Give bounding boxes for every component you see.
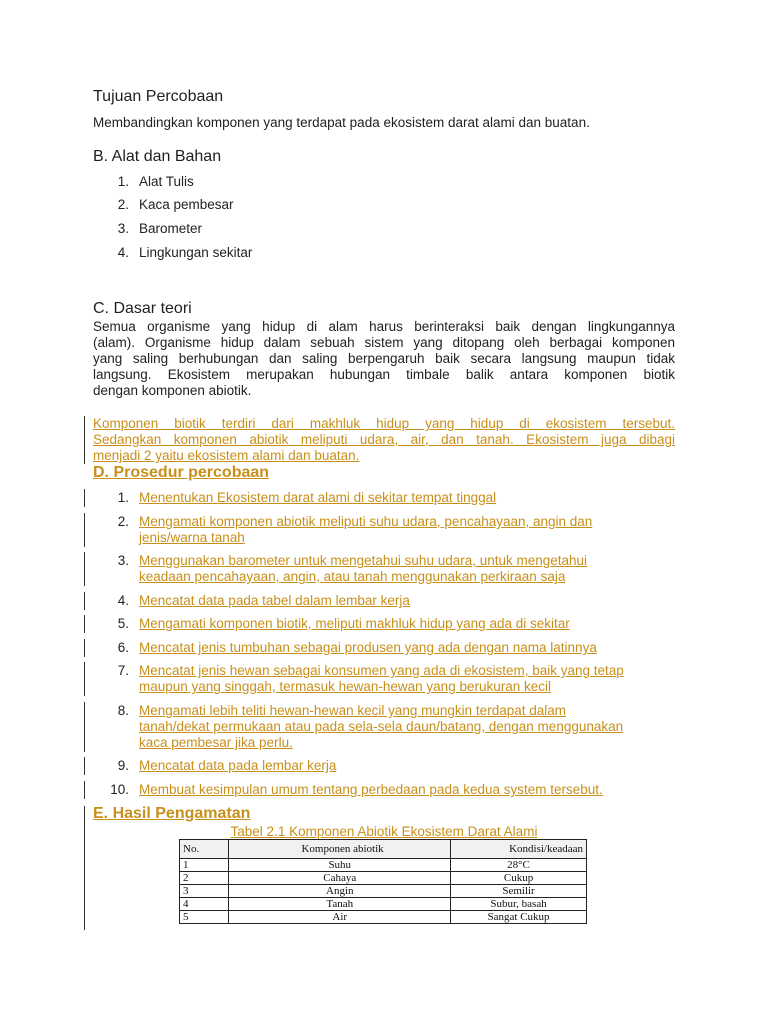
table-cell: 5 [180,911,229,924]
change-bar [84,489,85,507]
list-text: maupun yang singgah, termasuk hewan-hewan yang berukuran kecil [139,679,552,694]
list-number: 7. [117,663,129,678]
change-bar [84,552,85,586]
table-cell: 28°C [451,859,587,872]
table-row [180,911,587,924]
change-bar [84,592,85,610]
table-cell: Cukup [451,872,587,885]
change-bar [84,513,85,547]
list-number: 2. [117,514,129,529]
list-text: Mengamati komponen abiotik meliputi suhu udara, pencahayaan, angin dan [139,514,593,529]
table-cell: Cahaya [229,872,451,885]
list-text: Alat Tulis [139,174,194,189]
table-caption: Tabel 2.1 Komponen Abiotik Ekosistem Darat Alami [230,824,538,839]
table-row [180,859,587,872]
dasar-line: Semua organisme yang hidup di alam harus berinteraksi baik dengan lingkungannya [93,319,675,334]
table-cell: Subur, basah [451,898,587,911]
heading-dasar-teori: C. Dasar teori [93,300,192,317]
table-cell: Air [229,911,451,924]
column-header-no: No. [180,840,229,859]
list-text: Mencatat jenis tumbuhan sebagai produsen yang ada dengan nama latinnya [139,640,597,655]
list-text: Kaca pembesar [139,197,234,212]
list-number: 9. [117,758,129,773]
column-header-komponen: Komponen abiotik [229,840,451,859]
abiotik-table [179,839,587,924]
list-number: 5. [117,616,129,631]
table-cell: Semilir [451,885,587,898]
table-cell: Sangat Cukup [451,911,587,924]
list-text: Mengamati lebih teliti hewan-hewan kecil yang mungkin terdapat dalam [139,703,566,718]
table-cell: 3 [180,885,229,898]
list-number: 3. [117,221,129,236]
list-number: 6. [117,640,129,655]
tracked-line: Komponen biotik terdiri dari makhluk hidup yang hidup di ekosistem tersebut. [93,416,675,431]
list-number: 10. [110,782,129,797]
change-bar [84,702,85,752]
list-number: 8. [117,703,129,718]
tujuan-text: Membandingkan komponen yang terdapat pada ekosistem darat alami dan buatan. [93,115,590,130]
list-text: Barometer [139,221,203,236]
dasar-line: dengan komponen abiotik. [93,383,252,398]
dasar-line: (alam). Organisme hidup dalam sebuah sistem yang ditopang oleh berbagai komponen [93,335,675,350]
list-number: 4. [117,245,129,260]
table-header-row [180,840,587,859]
table-cell: 2 [180,872,229,885]
list-number: 2. [117,197,129,212]
dasar-line: langsung. Ekosistem merupakan hubungan timbale balik antara komponen biotik [93,367,675,382]
list-text: Mengamati komponen biotik, meliputi makhluk hidup yang ada di sekitar [139,616,570,631]
table-row [180,885,587,898]
table-cell: 1 [180,859,229,872]
list-text: Mencatat data pada tabel dalam lembar kerja [139,593,410,608]
list-text: keadaan pencahayaan, angin, atau tanah menggunakan perkiraan saja [139,569,566,584]
list-text: kaca pembesar jika perlu. [139,735,293,750]
tracked-line: menjadi 2 yaitu ekosistem alami dan buatan. [93,448,360,463]
list-text: Lingkungan sekitar [139,245,253,260]
change-bar [84,757,85,775]
heading-hasil: E. Hasil Pengamatan [93,805,251,822]
change-bar [84,639,85,657]
table-row [180,872,587,885]
list-number: 4. [117,593,129,608]
dasar-line: yang saling berhubungan dan saling berpengaruh baik secara langsung maupun tidak [93,351,675,366]
list-text: Mencatat jenis hewan sebagai konsumen yang ada di ekosistem, baik yang tetap [139,663,624,678]
list-number: 3. [117,553,129,568]
table-row [180,898,587,911]
list-text: tanah/dekat permukaan atau pada sela-sela daun/batang, dengan menggunakan [139,719,624,734]
change-bar [84,781,85,799]
change-bar [84,615,85,633]
column-header-kondisi: Kondisi/keadaan [451,840,587,859]
heading-prosedur: D. Prosedur percobaan [93,464,270,481]
change-bar [84,806,85,930]
table-cell: 4 [180,898,229,911]
tracked-line: Sedangkan komponen abiotik meliputi udara, air, dan tanah. Ekosistem juga dibagi [93,432,675,447]
list-text: Mencatat data pada lembar kerja [139,758,337,773]
change-bar [84,662,85,696]
list-text: jenis/warna tanah [139,530,245,545]
heading-tujuan: Tujuan Percobaan [93,88,224,105]
list-number: 1. [117,490,129,505]
list-text: Menggunakan barometer untuk mengetahui suhu udara, untuk mengetahui [139,553,588,568]
table-cell: Tanah [229,898,451,911]
list-text: Membuat kesimpulan umum tentang perbedaan pada kedua system tersebut. [139,782,603,797]
table-cell: Suhu [229,859,451,872]
heading-alat-bahan: B. Alat dan Bahan [93,148,222,165]
list-text: Menentukan Ekosistem darat alami di sekitar tempat tinggal [139,490,497,505]
list-number: 1. [117,174,129,189]
table-cell: Angin [229,885,451,898]
change-bar [84,416,85,464]
